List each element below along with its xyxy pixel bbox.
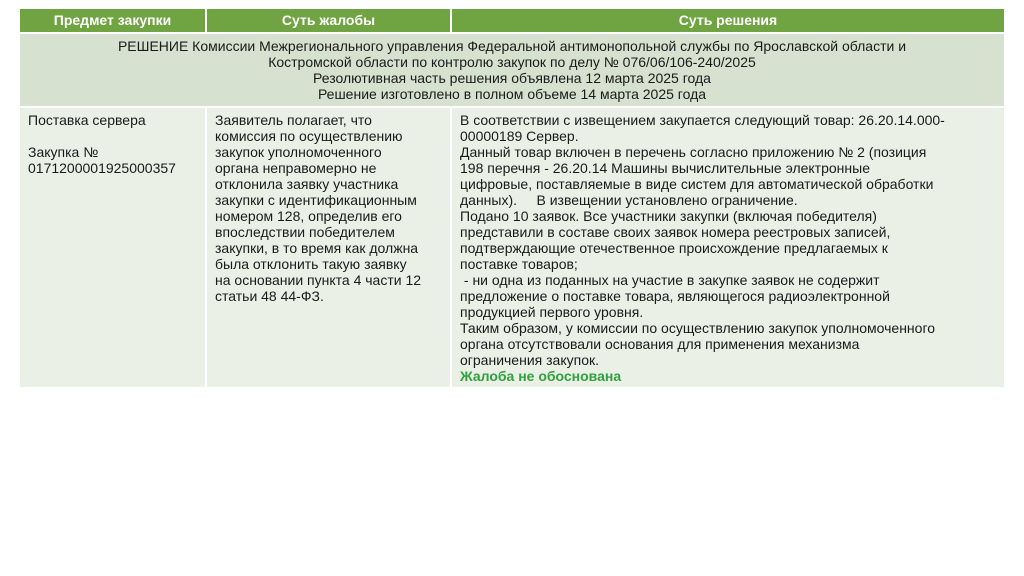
complaint-line: отклонила заявку участника (215, 176, 399, 192)
case-row (20, 107, 1004, 387)
decision-line: Таким образом, у комиссии по осуществлению закупок уполномоченного (460, 320, 936, 336)
header-subject: Предмет закупки (20, 9, 206, 33)
decision-line: продукцией первого уровня. (460, 304, 644, 320)
complaint-line: Заявитель полагает, что (215, 112, 372, 128)
complaint-line: органа неправомерно не (215, 160, 377, 176)
decision-title-row (20, 33, 1004, 107)
decision-full-date: Решение изготовлено в полном объеме 14 марта 2025 года (317, 86, 707, 102)
decision-line: ограничения закупок. (460, 352, 599, 368)
complaint-cell (206, 107, 451, 387)
header-complaint: Суть жалобы (206, 9, 451, 33)
complaint-line: была отклонить такую заявку (215, 256, 407, 272)
complaint-line: комиссия по осуществлению (215, 128, 403, 144)
decision-title-line: РЕШЕНИЕ Комиссии Межрегионального управления Федеральной антимонопольной службы по Ярославской области и (117, 38, 907, 54)
decision-line: подтверждающие отечественное происхождение предлагаемых к (460, 240, 888, 256)
complaint-line: закупок уполномоченного (215, 144, 382, 160)
subject-title: Поставка сервера (28, 112, 146, 128)
decision-title-cell (20, 33, 1004, 107)
decision-line: органа отсутствовали основания для применения механизма (460, 336, 860, 352)
decision-line: данных). В извещении установлено ограничение. (460, 192, 798, 208)
decision-line: цифровые, поставляемые в виде систем для автоматической обработки (460, 176, 934, 192)
complaint-line: на основании пункта 4 части 12 (215, 272, 422, 288)
complaint-decision-table (20, 9, 1004, 387)
decision-line: Данный товар включен в перечень согласно приложению № 2 (позиция (460, 144, 927, 160)
decision-line: 198 перечня - 26.20.14 Машины вычислительные электронные (460, 160, 870, 176)
decision-title-line: Костромской области по контролю закупок по делу № 076/06/106-240/2025 (268, 54, 756, 70)
complaint-line: закупки с идентификационным (215, 192, 417, 208)
header-decision: Суть решения (451, 9, 1004, 33)
decision-line: поставке товаров; (460, 256, 578, 272)
complaint-line: впоследствии победителем (215, 224, 395, 240)
decision-cell (451, 107, 1004, 387)
decision-line: Подано 10 заявок. Все участники закупки (включая победителя) (460, 208, 877, 224)
verdict-text: Жалоба не обоснована (460, 368, 622, 384)
header-row (20, 9, 1004, 33)
complaint-line: закупки, в то время как должна (215, 240, 419, 256)
complaint-line: статьи 48 44-ФЗ. (215, 288, 324, 304)
purchase-label: Закупка № (28, 144, 99, 160)
complaint-line: номером 128, определив его (215, 208, 402, 224)
decision-line: В соответствии с извещением закупается следующий товар: 26.20.14.000- (460, 112, 945, 128)
decision-line: представили в составе своих заявок номера реестровых записей, (460, 224, 891, 240)
decision-line: предложение о поставке товара, являющегося радиоэлектронной (460, 288, 890, 304)
purchase-number: 0171200001925000357 (28, 160, 176, 176)
subject-cell (20, 107, 206, 387)
decision-line: - ни одна из поданных на участие в закупке заявок не содержит (460, 272, 880, 288)
decision-line: 00000189 Сервер. (460, 128, 579, 144)
decision-announced-date: Резолютивная часть решения объявлена 12 марта 2025 года (313, 70, 711, 86)
